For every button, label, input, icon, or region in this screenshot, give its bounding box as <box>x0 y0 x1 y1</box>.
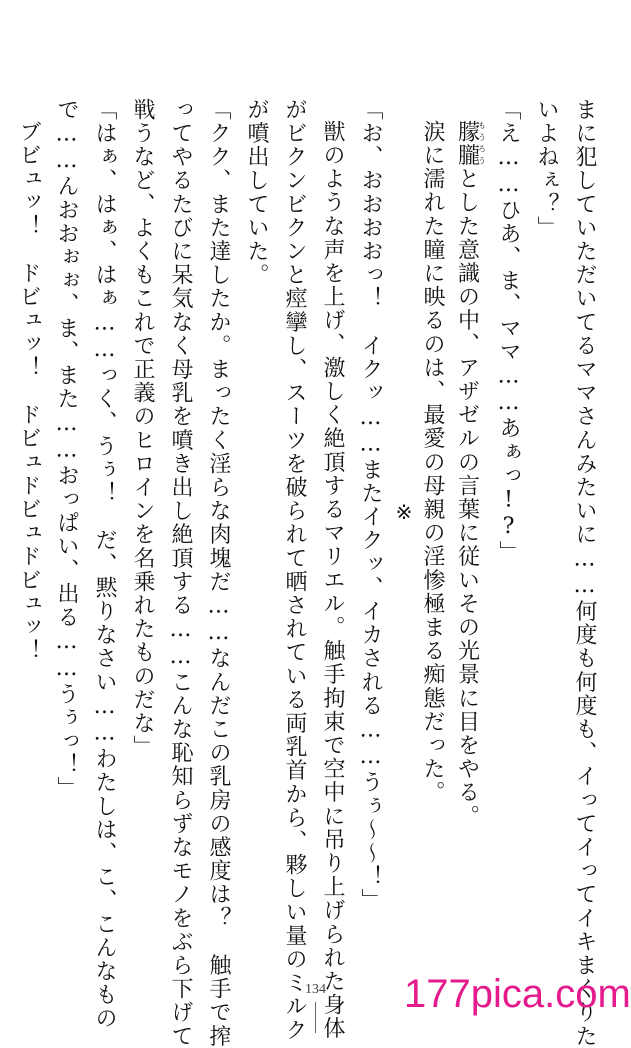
text-column: が噴出していた。 <box>244 98 269 287</box>
section-break-mark: ※ <box>395 500 413 524</box>
text-column-with-ruby: 朦朧もうろうとした意識の中、アザゼルの言葉に従いその光景に目をやる。 <box>454 120 487 829</box>
text-column: 「お、おおおおっ！ イクッ……またイクッ、イカされる……うぅ〜〜！」 <box>358 98 383 913</box>
text-column: 獣のような声を上げ、激しく絶頂するマリエル。触手拘束で空中に吊り上げられた身体 <box>320 120 345 1041</box>
ruby-reading: もうろう <box>477 120 487 168</box>
text-column: 戦うなど、よくもこれで正義のヒロインを名乗れたものだな」 <box>130 98 155 759</box>
text-column: ってやるたびに呆気なく母乳を噴き出し絶頂する……こんな恥知らずなモノをぶら下げて <box>168 98 193 1048</box>
text-column: 「え……ひあ、ま、ママ……あぁっ!?」 <box>496 98 521 565</box>
page-number-rule <box>315 1002 316 1033</box>
text-column: 「はぁ、はぁ、はぁ……っく、うぅ！ だ、黙りなさい……わたしは、こ、こんなもの <box>92 98 117 1031</box>
text-column: まに犯していただいてるママさんみたいに……何度も何度も、イってイってイキまくりた <box>572 98 597 1048</box>
text-column: いよねぇ？」 <box>534 98 559 240</box>
text-column: で……んおおぉぉ、ま、また……おっぱい、出る……うぅっ！」 <box>54 98 79 801</box>
text-column: 涙に濡れた瞳に映るのは、最愛の母親の淫惨極まる痴態だった。 <box>420 120 445 805</box>
text-column: がビクンビクンと痙攣し、スーツを破られて晒されている両乳首から、夥しい量のミルク <box>282 98 307 1042</box>
text-column-rest: とした意識の中、アザゼルの言葉に従いその光景に目をやる。 <box>454 167 480 829</box>
watermark-text: 177pica.com <box>404 972 631 1016</box>
text-column: 「クク、また達したか。まったく淫らな肉塊だ……なんだこの乳房の感度は？ 触手で搾 <box>206 98 231 1048</box>
page-number: 134 <box>305 982 326 997</box>
text-column: ブビュッ！ ドビュッ！ ドビュドビュドビュッ！ <box>16 120 41 663</box>
